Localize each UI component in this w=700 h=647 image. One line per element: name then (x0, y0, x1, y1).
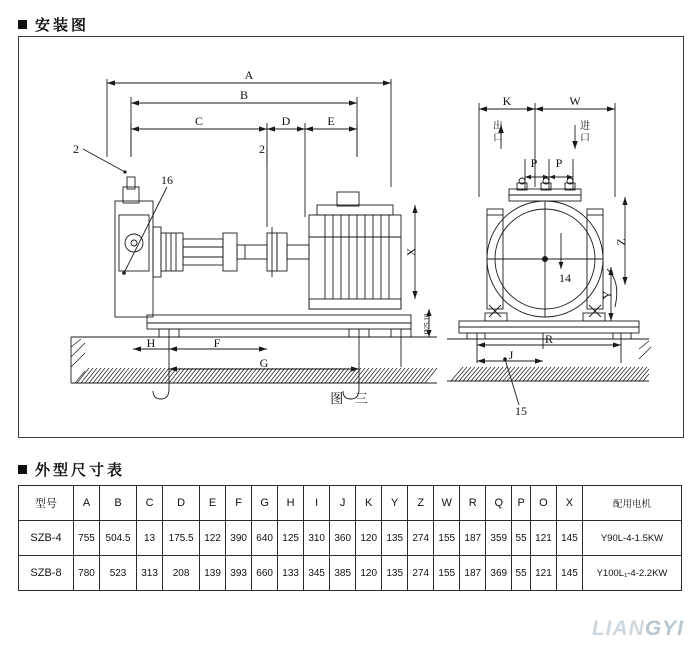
cell-E: 139 (200, 556, 226, 591)
part-label-15: 15 (515, 404, 527, 418)
installation-drawing-svg (19, 37, 683, 437)
dim-label-H: H (146, 336, 156, 350)
table-header-row (19, 486, 682, 521)
watermark-main: LIAN (591, 617, 645, 640)
cell-R: 187 (460, 521, 486, 556)
label-inlet-1: 进 (580, 121, 590, 132)
cell-G: 660 (252, 556, 278, 591)
table-header-X: X (556, 486, 582, 521)
table-header-P: P (512, 486, 531, 521)
label-outlet-2: 口 (493, 133, 503, 144)
table-header-R: R (460, 486, 486, 521)
cell-H: 125 (278, 521, 304, 556)
dim-label-2-mid: 2 (259, 142, 265, 156)
part-label-14: 14 (559, 271, 571, 285)
label-outlet-1: 出 (493, 121, 503, 132)
part-label-16: 16 (161, 173, 173, 187)
dim-label-A: A (244, 68, 254, 82)
table-header-J: J (330, 486, 356, 521)
table-header-O: O (530, 486, 556, 521)
square-bullet-icon (18, 20, 27, 29)
cell-J: 385 (330, 556, 356, 591)
dim-label-F: F (213, 336, 221, 350)
cell-Y: 135 (382, 556, 408, 591)
dim-label-P2: P (555, 156, 563, 170)
cell-B: 504.5 (100, 521, 137, 556)
table-header-G: G (252, 486, 278, 521)
table-header-Z: Z (408, 486, 434, 521)
table-header-motor: 配用电机 (583, 486, 682, 521)
cell-Z: 274 (408, 556, 434, 591)
dim-label-W: W (569, 94, 581, 108)
section-title-dimensions (18, 459, 125, 480)
cell-Q: 369 (486, 556, 512, 591)
dim-label-Y: Y (600, 290, 614, 300)
cell-D: 175.5 (163, 521, 200, 556)
dim-label-X: X (404, 247, 418, 257)
cell-Q: 359 (486, 521, 512, 556)
cell-H: 133 (278, 556, 304, 591)
cell-K: 120 (356, 521, 382, 556)
table-header-model: 型号 (19, 486, 74, 521)
cell-P: 55 (512, 556, 531, 591)
section-title-dimensions-label: 外型尺寸表 (35, 462, 126, 479)
dim-label-B: B (239, 88, 249, 102)
cell-W: 155 (434, 521, 460, 556)
cell-A: 755 (74, 521, 100, 556)
installation-drawing-frame (18, 36, 684, 438)
cell-F: 390 (226, 521, 252, 556)
dim-label-K: K (502, 94, 512, 108)
dim-label-P1: P (530, 156, 538, 170)
cell-O: 121 (530, 521, 556, 556)
cell-P: 55 (512, 521, 531, 556)
cell-C: 313 (137, 556, 163, 591)
cell-B: 523 (100, 556, 137, 591)
table-header-B: B (100, 486, 137, 521)
table-row (19, 556, 682, 591)
cell-Z: 274 (408, 521, 434, 556)
cell-Y: 135 (382, 521, 408, 556)
label-inlet-2: 口 (580, 133, 590, 144)
cell-D: 208 (163, 556, 200, 591)
dim-label-G: G (259, 356, 269, 370)
dim-label-D: D (281, 114, 291, 128)
cell-X: 145 (556, 521, 582, 556)
cell-I: 345 (304, 556, 330, 591)
table-header-D: D (163, 486, 200, 521)
table-header-A: A (74, 486, 100, 521)
cell-J: 360 (330, 521, 356, 556)
dim-label-R: R (544, 332, 554, 346)
square-bullet-icon-2 (18, 465, 27, 474)
table-header-H: H (278, 486, 304, 521)
table-header-Q: Q (486, 486, 512, 521)
table-header-I: I (304, 486, 330, 521)
dimensions-table (18, 485, 682, 591)
cell-O: 121 (530, 556, 556, 591)
table-row (19, 521, 682, 556)
cell-X: 145 (556, 556, 582, 591)
dim-label-2-left: 2 (73, 142, 79, 156)
dim-label-small-vertical: Ø25.10 (423, 313, 431, 335)
cell-motor: Y100L₁-4-2.2KW (583, 556, 682, 591)
dim-label-Z: Z (614, 238, 628, 246)
cell-G: 640 (252, 521, 278, 556)
section-title-installation-label: 安装图 (35, 17, 90, 34)
watermark-logo (592, 617, 684, 641)
dim-label-C: C (194, 114, 204, 128)
cell-model: SZB-4 (19, 521, 74, 556)
section-title-installation (18, 14, 89, 35)
cell-A: 780 (74, 556, 100, 591)
cell-R: 187 (460, 556, 486, 591)
dim-label-E: E (327, 114, 335, 128)
table-header-K: K (356, 486, 382, 521)
table-header-E: E (200, 486, 226, 521)
table-header-W: W (434, 486, 460, 521)
cell-F: 393 (226, 556, 252, 591)
cell-K: 120 (356, 556, 382, 591)
figure-caption: 图 三 (330, 391, 372, 406)
cell-E: 122 (200, 521, 226, 556)
table-header-Y: Y (382, 486, 408, 521)
cell-I: 310 (304, 521, 330, 556)
cell-C: 13 (137, 521, 163, 556)
watermark-accent: GYI (644, 617, 684, 640)
table-header-C: C (137, 486, 163, 521)
table-header-F: F (226, 486, 252, 521)
cell-motor: Y90L-4-1.5KW (583, 521, 682, 556)
cell-W: 155 (434, 556, 460, 591)
cell-model: SZB-8 (19, 556, 74, 591)
dim-label-J: J (508, 348, 514, 362)
